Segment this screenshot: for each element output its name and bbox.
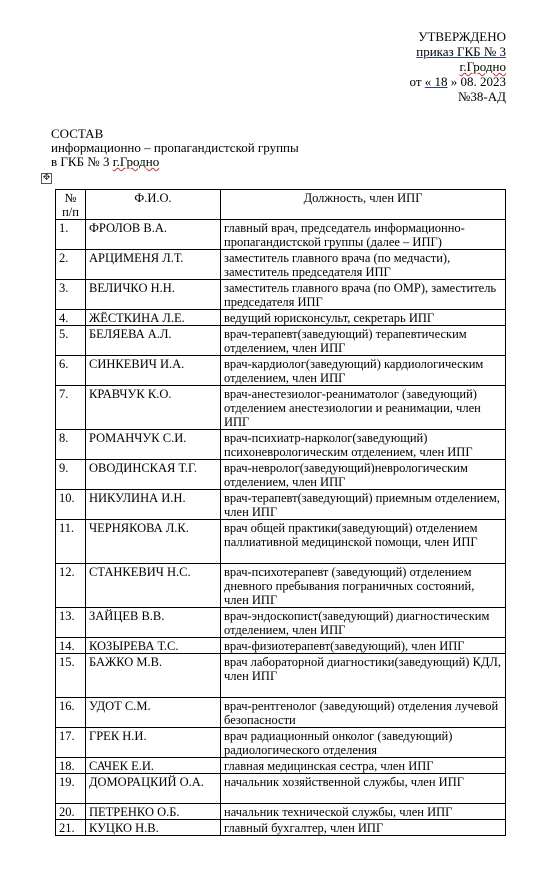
row-name: ГРЕК Н.И. — [86, 728, 221, 758]
row-role: врач-терапевт(заведующий) приемным отделением, член ИПГ — [221, 490, 506, 520]
row-role: ведущий юрисконсульт, секретарь ИПГ — [221, 310, 506, 326]
row-name: ПЕТРЕНКО О.Б. — [86, 804, 221, 820]
table-row — [56, 774, 506, 804]
table-row — [56, 820, 506, 836]
heading-group: информационно – пропагандистской группы — [51, 140, 299, 155]
row-num: 1. — [56, 220, 86, 250]
row-role: заместитель главного врача (по медчасти), заместитель председателя ИПГ — [221, 250, 506, 280]
row-name: ВЕЛИЧКО Н.Н. — [86, 280, 221, 310]
table-row — [56, 654, 506, 698]
row-num: 15. — [56, 654, 86, 698]
table-row — [56, 520, 506, 564]
row-num: 9. — [56, 460, 86, 490]
header-role: Должность, член ИПГ — [221, 190, 506, 220]
row-role: врач-психиатр-нарколог(заведующий) психоневрологическим отделением, член ИПГ — [221, 430, 506, 460]
row-name: КРАВЧУК К.О. — [86, 386, 221, 430]
table-row — [56, 564, 506, 608]
row-num: 7. — [56, 386, 86, 430]
table-row — [56, 326, 506, 356]
row-name: БАЖКО М.В. — [86, 654, 221, 698]
row-name: КУЦКО Н.В. — [86, 820, 221, 836]
table-row — [56, 698, 506, 728]
row-num: 4. — [56, 310, 86, 326]
row-role: заместитель главного врача (по ОМР), заместитель председателя ИПГ — [221, 280, 506, 310]
row-name: КОЗЫРЕВА Т.С. — [86, 638, 221, 654]
row-role: врач общей практики(заведующий) отделением паллиативной медицинской помощи, член ИПГ — [221, 520, 506, 564]
row-role: главная медицинская сестра, член ИПГ — [221, 758, 506, 774]
row-role: врач-анестезиолог-реаниматолог (заведующий) отделением анестезиологии и реанимации, член ИПГ — [221, 386, 506, 430]
approval-title: УТВЕРЖДЕНО — [418, 29, 506, 44]
table-row — [56, 250, 506, 280]
row-name: ЖЁСТКИНА Л.Е. — [86, 310, 221, 326]
row-num: 8. — [56, 430, 86, 460]
approval-block — [409, 29, 506, 104]
table-row — [56, 758, 506, 774]
row-num: 6. — [56, 356, 86, 386]
row-name: ФРОЛОВ В.А. — [86, 220, 221, 250]
row-num: 3. — [56, 280, 86, 310]
row-role: врач лабораторной диагностики(заведующий) КДЛ, член ИПГ — [221, 654, 506, 698]
table-row — [56, 220, 506, 250]
row-num: 13. — [56, 608, 86, 638]
header-num: № п/п — [56, 190, 86, 220]
row-num: 10. — [56, 490, 86, 520]
row-num: 12. — [56, 564, 86, 608]
row-role: врач-рентгенолог (заведующий) отделения лучевой безопасности — [221, 698, 506, 728]
heading-org: в ГКБ № 3 г.Гродно — [51, 154, 160, 169]
row-name: НИКУЛИНА И.Н. — [86, 490, 221, 520]
table-row — [56, 460, 506, 490]
table-row — [56, 386, 506, 430]
table-row — [56, 280, 506, 310]
row-name: СТАНКЕВИЧ Н.С. — [86, 564, 221, 608]
row-role: врач-кардиолог(заведующий) кардиологическим отделением, член ИПГ — [221, 356, 506, 386]
row-role: врач-психотерапевт (заведующий) отделением дневного пребывания пограничных состояний, член ИПГ — [221, 564, 506, 608]
row-role: врач-эндоскопист(заведующий) диагностическим отделением, член ИПГ — [221, 608, 506, 638]
row-role: врач-терапевт(заведующий) терапевтическим отделением, член ИПГ — [221, 326, 506, 356]
approval-city: г.Гродно — [459, 59, 506, 74]
table-row — [56, 356, 506, 386]
roster-table — [55, 189, 506, 836]
table-row — [56, 490, 506, 520]
row-name: АРЦИМЕНЯ Л.Т. — [86, 250, 221, 280]
row-role: главный врач, председатель информационно-пропагандистской группы (далее – ИПГ) — [221, 220, 506, 250]
row-name: ОВОДИНСКАЯ Т.Г. — [86, 460, 221, 490]
approval-date: от « 18 » 08. 2023 — [409, 74, 506, 89]
table-row — [56, 728, 506, 758]
row-role: врач-физиотерапевт(заведующий), член ИПГ — [221, 638, 506, 654]
table-row — [56, 430, 506, 460]
row-role: главный бухгалтер, член ИПГ — [221, 820, 506, 836]
row-num: 18. — [56, 758, 86, 774]
move-handle-icon[interactable]: ✥ — [42, 173, 51, 183]
row-name: САЧЕК Е.И. — [86, 758, 221, 774]
row-name: ДОМОРАЦКИЙ О.А. — [86, 774, 221, 804]
header-name: Ф.И.О. — [86, 190, 221, 220]
row-name: РОМАНЧУК С.И. — [86, 430, 221, 460]
heading-title: СОСТАВ — [51, 126, 104, 141]
row-num: 19. — [56, 774, 86, 804]
table-header-row — [56, 190, 506, 220]
row-num: 21. — [56, 820, 86, 836]
row-num: 20. — [56, 804, 86, 820]
table-row — [56, 638, 506, 654]
row-role: начальник хозяйственной службы, член ИПГ — [221, 774, 506, 804]
row-name: БЕЛЯЕВА А.Л. — [86, 326, 221, 356]
table-row — [56, 310, 506, 326]
row-name: УДОТ С.М. — [86, 698, 221, 728]
row-name: СИНКЕВИЧ И.А. — [86, 356, 221, 386]
row-role: врач радиационный онколог (заведующий) радиологического отделения — [221, 728, 506, 758]
row-role: врач-невролог(заведующий)неврологическим отделением, член ИПГ — [221, 460, 506, 490]
table-row — [56, 804, 506, 820]
row-num: 17. — [56, 728, 86, 758]
approval-order: приказ ГКБ № 3 — [416, 44, 506, 59]
row-role: начальник технической службы, член ИПГ — [221, 804, 506, 820]
approval-number: №38-АД — [458, 89, 506, 104]
row-num: 2. — [56, 250, 86, 280]
table-row — [56, 608, 506, 638]
document-heading — [51, 127, 299, 169]
row-name: ЧЕРНЯКОВА Л.К. — [86, 520, 221, 564]
row-num: 16. — [56, 698, 86, 728]
row-num: 14. — [56, 638, 86, 654]
row-num: 5. — [56, 326, 86, 356]
row-name: ЗАЙЦЕВ В.В. — [86, 608, 221, 638]
row-num: 11. — [56, 520, 86, 564]
